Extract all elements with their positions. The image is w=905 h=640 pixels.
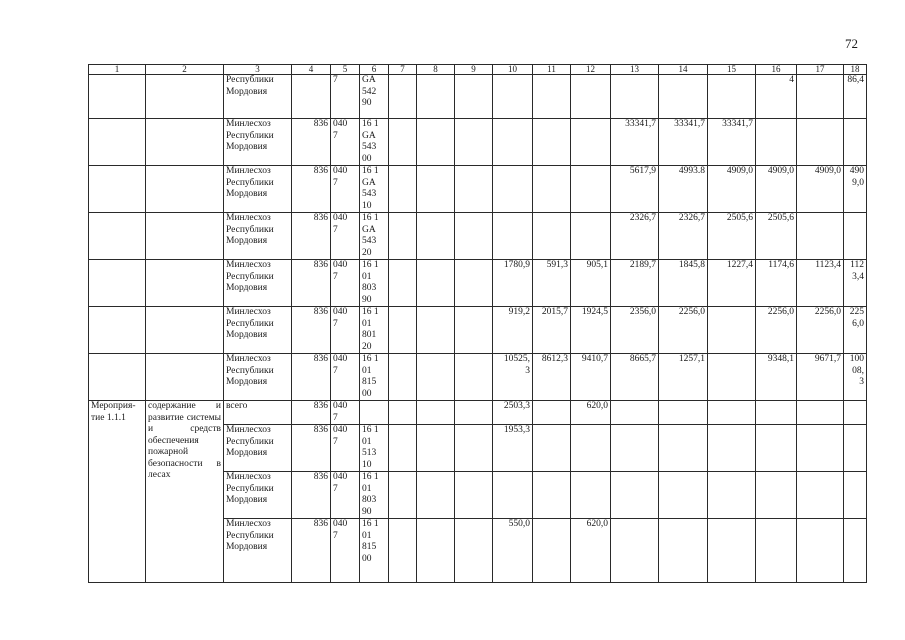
table-cell-c3: всего <box>224 401 292 425</box>
table-row <box>89 307 867 354</box>
table-cell-c14 <box>659 75 708 119</box>
table-cell-c4: 836 <box>292 307 331 354</box>
column-number: 17 <box>797 65 844 75</box>
table-cell-c10 <box>493 75 533 119</box>
table-cell-c14 <box>659 425 708 472</box>
table-cell-c8 <box>417 260 455 307</box>
table-cell-c6: 16 1 01 513 10 <box>360 425 389 472</box>
table-cell-c8 <box>417 425 455 472</box>
table-cell-c4: 836 <box>292 213 331 260</box>
table-cell-c4: 836 <box>292 354 331 401</box>
table-cell-c3: Минлесхоз Республики Мордовия <box>224 166 292 213</box>
table-cell-c16: 1174,6 <box>756 260 797 307</box>
table-cell-c9 <box>455 307 493 354</box>
table-cell-c7 <box>389 166 417 213</box>
table-cell-c6: 16 1 01 803 90 <box>360 472 389 519</box>
table-cell-c10 <box>493 213 533 260</box>
table-cell-c17 <box>797 119 844 166</box>
table-cell-c4: 836 <box>292 119 331 166</box>
column-number-row <box>89 65 867 75</box>
table-cell-c2 <box>146 307 224 354</box>
table-cell-c1 <box>89 75 146 119</box>
table-cell-c9 <box>455 213 493 260</box>
table-cell-c3: Минлесхоз Республики Мордовия <box>224 119 292 166</box>
table-cell-c11 <box>533 75 571 119</box>
table-cell-c6: 16 1 01 803 90 <box>360 260 389 307</box>
table-cell-c10: 2503,3 <box>493 401 533 425</box>
table-cell-c17: 1123,4 <box>797 260 844 307</box>
table-cell-c9 <box>455 260 493 307</box>
table-cell-c8 <box>417 307 455 354</box>
table-cell-c12: 620,0 <box>571 519 611 583</box>
table-cell-c12 <box>571 119 611 166</box>
table-cell-c10 <box>493 166 533 213</box>
column-number: 14 <box>659 65 708 75</box>
table-cell-c15 <box>708 519 756 583</box>
table-cell-c6: 16 1 GA 543 20 <box>360 213 389 260</box>
table-cell-c16: 2256,0 <box>756 307 797 354</box>
table-cell-c11 <box>533 401 571 425</box>
table-cell-c14 <box>659 519 708 583</box>
table-cell-c7 <box>389 354 417 401</box>
table-cell-c10 <box>493 472 533 519</box>
table-cell-c13 <box>611 75 659 119</box>
table-cell-c2 <box>146 354 224 401</box>
table-cell-c5: 040 7 <box>331 260 360 307</box>
table-cell-c18 <box>844 472 867 519</box>
table-cell-c15: 1227,4 <box>708 260 756 307</box>
table-cell-c9 <box>455 166 493 213</box>
measure-description: содержание и развитие системы и средств обеспечения пожарной безопасности в лесах <box>146 401 224 583</box>
table-cell-c2 <box>146 166 224 213</box>
table-cell-c12 <box>571 75 611 119</box>
table-cell-c14: 2256,0 <box>659 307 708 354</box>
table-cell-c12: 9410,7 <box>571 354 611 401</box>
table-cell-c11: 591,3 <box>533 260 571 307</box>
table-cell-c12: 620,0 <box>571 401 611 425</box>
table-cell-c18 <box>844 425 867 472</box>
table-cell-c1 <box>89 213 146 260</box>
table-cell-c17 <box>797 75 844 119</box>
table-cell-c6: GA 542 90 <box>360 75 389 119</box>
table-cell-c11: 8612,3 <box>533 354 571 401</box>
table-cell-c13 <box>611 401 659 425</box>
table-cell-c14: 2326,7 <box>659 213 708 260</box>
table-cell-c15 <box>708 401 756 425</box>
table-cell-c8 <box>417 119 455 166</box>
table-cell-c18: 490 9,0 <box>844 166 867 213</box>
table-cell-c10: 1953,3 <box>493 425 533 472</box>
table-cell-c17 <box>797 425 844 472</box>
table-cell-c10: 919,2 <box>493 307 533 354</box>
table-row <box>89 166 867 213</box>
column-number: 6 <box>360 65 389 75</box>
table-cell-c3: Минлесхоз Республики Мордовия <box>224 307 292 354</box>
table-cell-c1 <box>89 307 146 354</box>
table-cell-c8 <box>417 354 455 401</box>
table-cell-c7 <box>389 75 417 119</box>
table-cell-c16: 4909,0 <box>756 166 797 213</box>
table-cell-c8 <box>417 519 455 583</box>
table-cell-c7 <box>389 401 417 425</box>
table-cell-c9 <box>455 425 493 472</box>
table-cell-c8 <box>417 213 455 260</box>
table-cell-c2 <box>146 119 224 166</box>
table-cell-c16 <box>756 119 797 166</box>
table-cell-c6: 16 1 01 815 00 <box>360 519 389 583</box>
table-cell-c9 <box>455 75 493 119</box>
table-cell-c12 <box>571 166 611 213</box>
table-cell-c12: 1924,5 <box>571 307 611 354</box>
column-number: 11 <box>533 65 571 75</box>
table-cell-c15: 33341,7 <box>708 119 756 166</box>
table-cell-c7 <box>389 472 417 519</box>
table-row <box>89 401 867 425</box>
table-cell-c7 <box>389 425 417 472</box>
table-cell-c16: 9348,1 <box>756 354 797 401</box>
column-number: 1 <box>89 65 146 75</box>
table-cell-c11 <box>533 425 571 472</box>
table-cell-c17: 4909,0 <box>797 166 844 213</box>
table-row <box>89 75 867 119</box>
table-cell-c4: 836 <box>292 519 331 583</box>
table-cell-c9 <box>455 354 493 401</box>
table-cell-c11 <box>533 213 571 260</box>
table-cell-c18: 100 08, 3 <box>844 354 867 401</box>
table-cell-c3: Минлесхоз Республики Мордовия <box>224 260 292 307</box>
table-cell-c17: 2256,0 <box>797 307 844 354</box>
table-cell-c17 <box>797 401 844 425</box>
table-cell-c4: 836 <box>292 166 331 213</box>
table-cell-c14: 1845,8 <box>659 260 708 307</box>
table-cell-c9 <box>455 401 493 425</box>
table-cell-c16 <box>756 425 797 472</box>
table-cell-c12: 905,1 <box>571 260 611 307</box>
table-cell-c12 <box>571 425 611 472</box>
table-cell-c1 <box>89 166 146 213</box>
table-cell-c18 <box>844 119 867 166</box>
table-cell-c3: Минлесхоз Республики Мордовия <box>224 519 292 583</box>
table-cell-c1 <box>89 354 146 401</box>
table-cell-c5: 040 7 <box>331 425 360 472</box>
table-cell-c7 <box>389 519 417 583</box>
table-cell-c6: 16 1 01 815 00 <box>360 354 389 401</box>
table-cell-c5: 040 7 <box>331 401 360 425</box>
table-cell-c11 <box>533 119 571 166</box>
table-cell-c15 <box>708 307 756 354</box>
table-cell-c9 <box>455 472 493 519</box>
column-number: 16 <box>756 65 797 75</box>
table-cell-c14 <box>659 401 708 425</box>
table-cell-c16: 2505,6 <box>756 213 797 260</box>
table-cell-c16: 4 <box>756 75 797 119</box>
table-cell-c11 <box>533 519 571 583</box>
column-number: 18 <box>844 65 867 75</box>
table-cell-c13: 2326,7 <box>611 213 659 260</box>
table-cell-c4 <box>292 75 331 119</box>
budget-table <box>88 64 867 583</box>
table-cell-c4: 836 <box>292 260 331 307</box>
column-number: 9 <box>455 65 493 75</box>
table-cell-c14: 33341,7 <box>659 119 708 166</box>
table-cell-c15 <box>708 472 756 519</box>
column-number: 7 <box>389 65 417 75</box>
table-cell-c18: 112 3,4 <box>844 260 867 307</box>
column-number: 13 <box>611 65 659 75</box>
table-cell-c7 <box>389 307 417 354</box>
table-cell-c14: 1257,1 <box>659 354 708 401</box>
table-cell-c13: 2189,7 <box>611 260 659 307</box>
table-cell-c15 <box>708 354 756 401</box>
table-cell-c7 <box>389 260 417 307</box>
table-cell-c14 <box>659 472 708 519</box>
table-cell-c2 <box>146 213 224 260</box>
table-cell-c15 <box>708 75 756 119</box>
table-cell-c3: Минлесхоз Республики Мордовия <box>224 472 292 519</box>
table-cell-c18 <box>844 519 867 583</box>
column-number: 2 <box>146 65 224 75</box>
table-cell-c6: 16 1 GA 543 00 <box>360 119 389 166</box>
table-cell-c18 <box>844 401 867 425</box>
table-cell-c11 <box>533 166 571 213</box>
table-cell-c5: 040 7 <box>331 354 360 401</box>
table-cell-c11: 2015,7 <box>533 307 571 354</box>
table-row <box>89 213 867 260</box>
table-cell-c10: 1780,9 <box>493 260 533 307</box>
column-number: 3 <box>224 65 292 75</box>
table-cell-c12 <box>571 472 611 519</box>
table-cell-c7 <box>389 213 417 260</box>
column-number: 15 <box>708 65 756 75</box>
column-number: 4 <box>292 65 331 75</box>
table-cell-c3: Республики Мордовия <box>224 75 292 119</box>
table-cell-c13 <box>611 425 659 472</box>
table-cell-c17 <box>797 519 844 583</box>
table-cell-c5: 040 7 <box>331 472 360 519</box>
column-number: 10 <box>493 65 533 75</box>
table-cell-c17 <box>797 472 844 519</box>
table-cell-c3: Минлесхоз Республики Мордовия <box>224 425 292 472</box>
table-cell-c6 <box>360 401 389 425</box>
table-cell-c5: 040 7 <box>331 119 360 166</box>
column-number: 5 <box>331 65 360 75</box>
table-cell-c5: 7 <box>331 75 360 119</box>
table-cell-c13 <box>611 519 659 583</box>
table-cell-c13: 33341,7 <box>611 119 659 166</box>
column-number: 12 <box>571 65 611 75</box>
table-cell-c13 <box>611 472 659 519</box>
table-cell-c17: 9671,7 <box>797 354 844 401</box>
table-cell-c18: 225 6,0 <box>844 307 867 354</box>
table-cell-c11 <box>533 472 571 519</box>
table-cell-c18 <box>844 213 867 260</box>
table-cell-c1 <box>89 260 146 307</box>
table-cell-c15: 4909,0 <box>708 166 756 213</box>
table-cell-c7 <box>389 119 417 166</box>
table-cell-c1 <box>89 119 146 166</box>
table-cell-c2 <box>146 75 224 119</box>
table-cell-c6: 16 1 01 801 20 <box>360 307 389 354</box>
table-cell-c10: 10525, 3 <box>493 354 533 401</box>
table-cell-c10: 550,0 <box>493 519 533 583</box>
table-cell-c16 <box>756 519 797 583</box>
table-cell-c5: 040 7 <box>331 519 360 583</box>
table-cell-c15 <box>708 425 756 472</box>
table-cell-c6: 16 1 GA 543 10 <box>360 166 389 213</box>
table-cell-c17 <box>797 213 844 260</box>
column-number: 8 <box>417 65 455 75</box>
table-cell-c16 <box>756 472 797 519</box>
table-cell-c5: 040 7 <box>331 166 360 213</box>
measure-label: Мероприя- тие 1.1.1 <box>89 401 146 583</box>
table-cell-c5: 040 7 <box>331 307 360 354</box>
table-cell-c14: 4993.8 <box>659 166 708 213</box>
table-cell-c4: 836 <box>292 401 331 425</box>
table-row <box>89 260 867 307</box>
table-cell-c12 <box>571 213 611 260</box>
table-cell-c8 <box>417 472 455 519</box>
table-cell-c8 <box>417 166 455 213</box>
table-cell-c13: 8665,7 <box>611 354 659 401</box>
page-number: 72 <box>845 36 858 51</box>
table-cell-c16 <box>756 401 797 425</box>
table-cell-c8 <box>417 401 455 425</box>
table-cell-c9 <box>455 519 493 583</box>
table-row <box>89 354 867 401</box>
table-cell-c3: Минлесхоз Республики Мордовия <box>224 213 292 260</box>
table-cell-c15: 2505,6 <box>708 213 756 260</box>
table-cell-c10 <box>493 119 533 166</box>
table-cell-c4: 836 <box>292 425 331 472</box>
table-cell-c13: 5617,9 <box>611 166 659 213</box>
table-row <box>89 119 867 166</box>
table-cell-c18: 86,4 <box>844 75 867 119</box>
table-cell-c4: 836 <box>292 472 331 519</box>
table-cell-c8 <box>417 75 455 119</box>
table-cell-c3: Минлесхоз Республики Мордовия <box>224 354 292 401</box>
table-cell-c2 <box>146 260 224 307</box>
table-cell-c13: 2356,0 <box>611 307 659 354</box>
table-cell-c9 <box>455 119 493 166</box>
table-cell-c5: 040 7 <box>331 213 360 260</box>
